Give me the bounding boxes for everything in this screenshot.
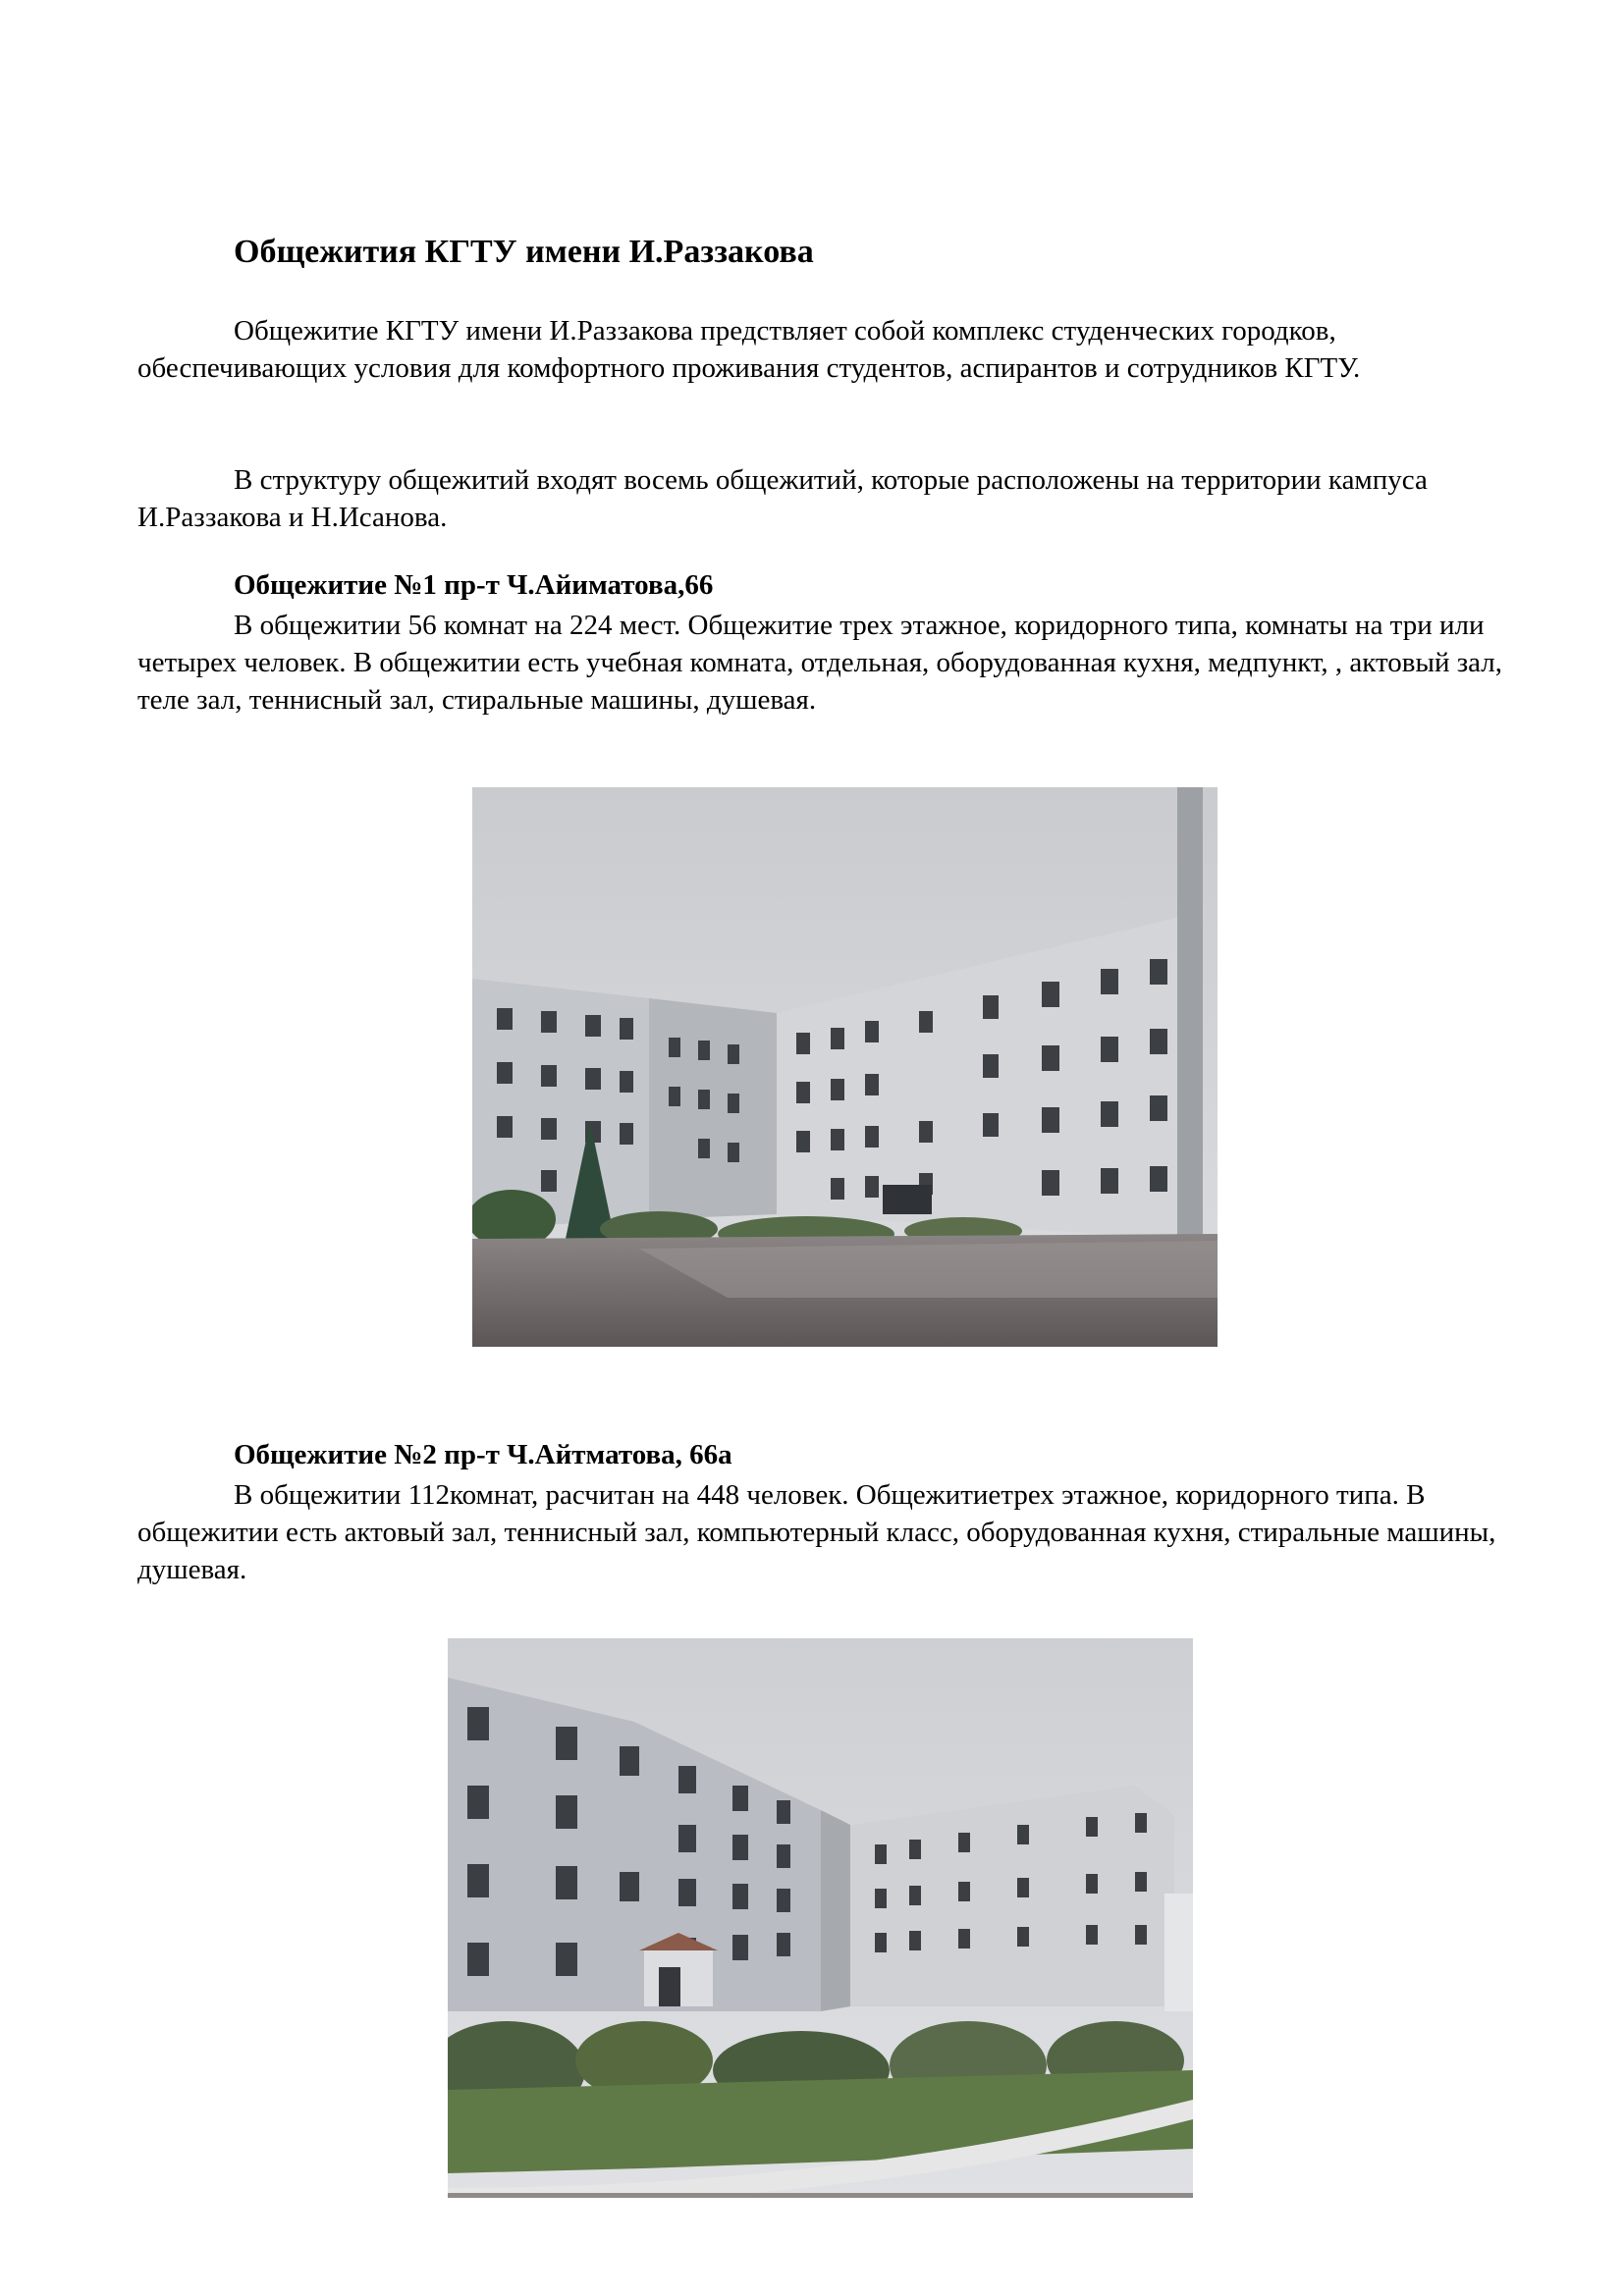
document-title: Общежития КГТУ имени И.Раззакова bbox=[234, 234, 814, 270]
dorm-1-description: В общежитии 56 комнат на 224 мест. Общежитие трех этажное, коридорного типа, комнаты на три или четырех человек. В общежитии есть учебная комната, отдельная, оборудованная кухня, медпункт, , актовый зал, теле зал, теннисный зал, стиральные машины, душевая. bbox=[137, 610, 1503, 716]
dorm-2-description: В общежитии 112комнат, расчитан на 448 человек. Общежитиетрех этажное, коридорного типа. В общежитии есть актовый зал, теннисный зал, компьютерный класс, оборудованная кухня, стиральные машины, душевая. bbox=[137, 1479, 1496, 1585]
intro-paragraph-2: В структуру общежитий входят восемь общежитий, которые расположены на территории кампуса И.Раззакова и Н.Исанова. bbox=[137, 464, 1428, 533]
dorm-2-heading: Общежитие №2 пр-т Ч.Айтматова, 66а bbox=[234, 1439, 732, 1470]
dorm-2-photo bbox=[448, 1638, 1193, 2198]
dorm-1-photo bbox=[472, 787, 1218, 1347]
intro-paragraph-1: Общежитие КГТУ имени И.Раззакова предствляет собой комплекс студенческих городков, обеспечивающих условия для комфортного проживания студентов, аспирантов и сотрудников КГТУ. bbox=[137, 315, 1361, 384]
dorm-1-heading: Общежитие №1 пр-т Ч.Айиматова,66 bbox=[234, 569, 714, 601]
